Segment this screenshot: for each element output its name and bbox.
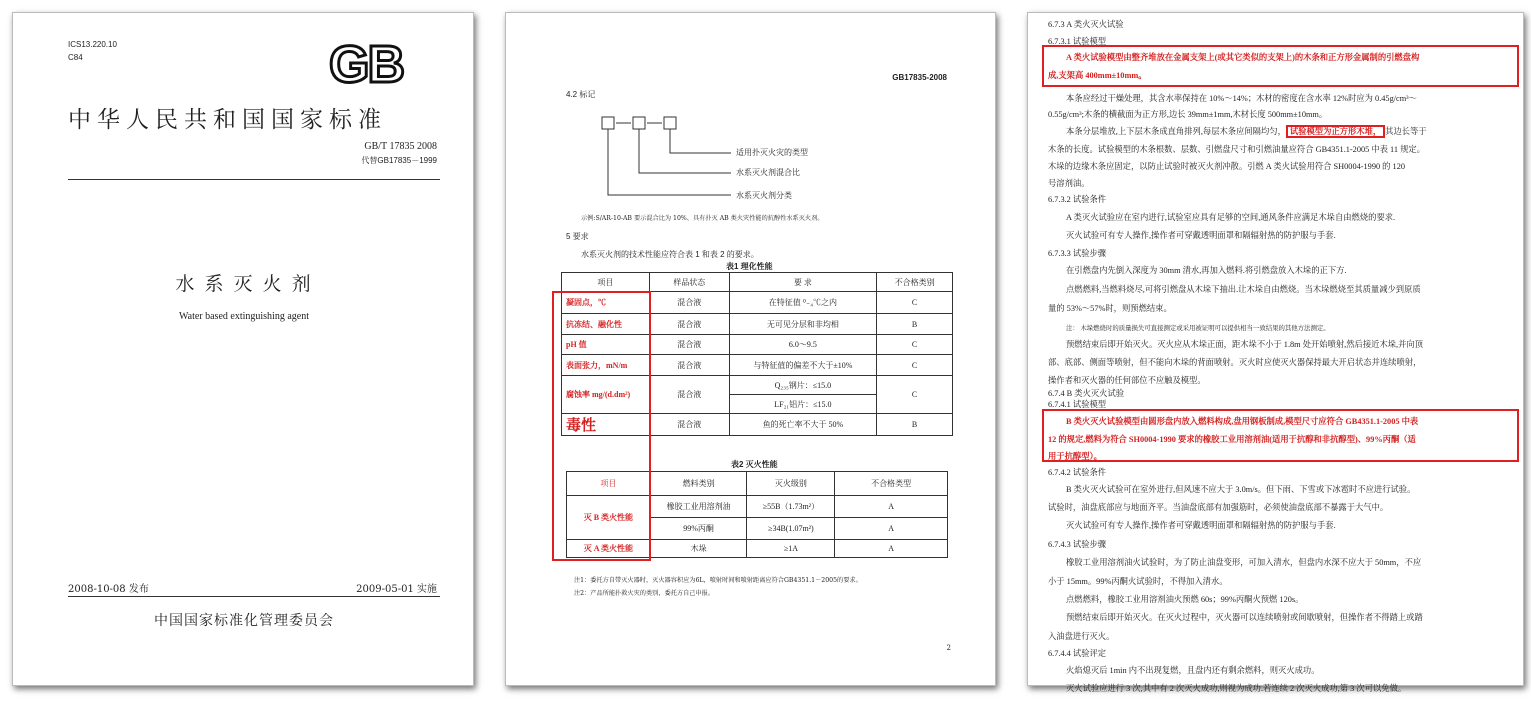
table1-header-row bbox=[562, 273, 953, 292]
page-number: 2 bbox=[946, 644, 951, 652]
mark-box-3 bbox=[664, 117, 676, 129]
row-fuel: 99%丙酮 bbox=[650, 518, 747, 540]
mark-label-ratio: 水系灭火剂混合比 bbox=[736, 168, 800, 177]
table2-header-cell: 燃料类别 bbox=[650, 472, 747, 496]
paragraph-line: A 类灭火试验应在室内进行,试验室应具有足够的空间,通风条件应满足木垛自由燃烧的要求. bbox=[1066, 213, 1396, 222]
row-fuel: 橡胶工业用溶剂油 bbox=[650, 496, 747, 518]
table1-header-cell: 要 求 bbox=[729, 273, 877, 292]
row-requirement: 鱼的死亡率不大于 50% bbox=[729, 414, 877, 436]
row-item: 腐蚀率 mg/(d.dm²) bbox=[562, 376, 650, 414]
paragraph-line: 6.7.4.1 试验模型 bbox=[1048, 400, 1107, 409]
replaces-note: 代替GB17835－1999 bbox=[361, 156, 437, 165]
paragraph-line: 量的 53%～57%时，则预燃结束。 bbox=[1048, 304, 1172, 313]
row-class: A bbox=[835, 540, 948, 558]
mark-box-1 bbox=[602, 117, 614, 129]
section-4-2: 4.2 标记 bbox=[566, 90, 596, 99]
standard-number: GB/T 17835 2008 bbox=[364, 141, 437, 152]
row-item: 凝固点，℃ bbox=[562, 292, 650, 314]
top-rule bbox=[68, 179, 440, 180]
national-standard-title: 中华人民共和国国家标准 bbox=[68, 107, 387, 133]
table1-header-cell: 样品状态 bbox=[649, 273, 729, 292]
row-requirement: 与特征值的偏差不大于±10% bbox=[729, 355, 877, 376]
table2-header-cell: 项目 bbox=[567, 472, 651, 496]
row-level: ≥1A bbox=[747, 540, 835, 558]
table1-header-cell: 不合格类别 bbox=[877, 273, 953, 292]
ics-code: ICS13.220.10 bbox=[68, 40, 117, 49]
requirement-text: 水系灭火剂的技术性能应符合表 1 和表 2 的要求。 bbox=[581, 250, 759, 259]
implementation-date: 2009-05-01 实施 bbox=[356, 584, 437, 595]
row-state: 混合液 bbox=[649, 355, 729, 376]
highlight-box-b-model bbox=[1042, 409, 1519, 462]
row-requirement: 在特征值 ⁰₋₄℃之内 bbox=[729, 292, 877, 314]
paragraph-line: B 类火灭火试验模型由圆形盘内放入燃料构成,盘用钢板制成,模型尺寸应符合 GB4351.1-2005 中表 bbox=[1066, 417, 1419, 426]
table2-caption: 表2 灭火性能 bbox=[731, 460, 778, 469]
row-item: 灭 B 类火性能 bbox=[567, 496, 651, 540]
table1-caption: 表1 理化性能 bbox=[726, 262, 773, 271]
document-title-cn: 水 系 灭 火 剂 bbox=[175, 273, 313, 295]
ccs-code: C84 bbox=[68, 53, 83, 62]
publish-date: 2008-10-08 发布 bbox=[68, 584, 149, 595]
paragraph-line: 点燃燃料，橡胶工业用溶剂油火预燃 60s；99%丙酮火预燃 120s。 bbox=[1066, 595, 1304, 604]
paragraph-line: 6.7.3.1 试验模型 bbox=[1048, 37, 1107, 46]
paragraph-line: 成,支架高 400mm±10mm。 bbox=[1048, 71, 1147, 80]
row-class: C bbox=[877, 376, 953, 414]
paragraph-line: 木条的长度。试验模型的木条根数、层数、引燃盘尺寸和引燃油量应符合 GB4351.1-2005 中表 11 规定。 bbox=[1048, 145, 1425, 154]
paragraph-line: 本条应经过干燥处理，其含水率保持在 10%～14%；木材的密度在含水率 12%时应为 0.45g/cm³～ bbox=[1066, 94, 1417, 103]
requirements-page bbox=[505, 12, 996, 686]
paragraph-line: 点燃燃料,当燃料烧尽,可将引燃盘从木垛下抽出.让木垛自由燃烧。当木垛燃烧至其质量减少到原质 bbox=[1066, 285, 1421, 294]
paragraph-line: 12 的规定,燃料为符合 SH0004-1990 要求的橡胶工业用溶剂油(适用于抗醇和非抗醇型)、99%丙酮（适 bbox=[1048, 435, 1416, 444]
paragraph-line: 灭火试验应进行 3 次,其中有 2 次灭火成功,则视为成功.若连续 2 次灭火成功,第 3 次可以免做。 bbox=[1066, 684, 1407, 693]
row-state: 混合液 bbox=[649, 314, 729, 335]
paragraph-line: 橡胶工业用溶剂油火试验时，为了防止油盘变形，可加入清水，但盘内水深不应大于 50mm，不应 bbox=[1066, 558, 1422, 567]
mark-box-2 bbox=[633, 117, 645, 129]
table2-header-cell: 灭火级别 bbox=[747, 472, 835, 496]
row-item: 表面张力，mN/m bbox=[562, 355, 650, 376]
paragraph-line: 在引燃盘内先倒入深度为 30mm 清水,再加入燃料.将引燃盘放入木垛的正下方. bbox=[1066, 266, 1347, 275]
row-state: 混合液 bbox=[649, 292, 729, 314]
row-class: C bbox=[877, 335, 953, 355]
table2-header-cell: 不合格类型 bbox=[835, 472, 948, 496]
row-fuel: 木垛 bbox=[650, 540, 747, 558]
marking-example: 示例:S/AR-10-AB 要示混合比为 10%、具有扑灭 AB 类火灾性能的抗醇性水系灭火剂。 bbox=[581, 215, 824, 222]
paragraph-line: 本条分层堆放,上下层木条成直角排列,每层木条应间隔均匀， 试验模型为正方形木堆， 其边长等于 bbox=[1066, 127, 1427, 136]
table1-header-cell: 项目 bbox=[562, 273, 650, 292]
row-requirement: 6.0～9.5 bbox=[729, 335, 877, 355]
table2-note-1: 注1：委托方自带灭火器时，灭火器容积应为6L，喷射时间和喷射距离应符合GB4351.1－2005的要求。 bbox=[574, 577, 862, 584]
row-item: 毒性 bbox=[562, 414, 650, 436]
row-state: 混合液 bbox=[649, 414, 729, 436]
paragraph-line: 入油盘进行灭火。 bbox=[1048, 632, 1115, 641]
paragraph-line: 小于 15mm。99%丙酮火试验时，不得加入清水。 bbox=[1048, 577, 1228, 586]
paragraph-line: 火焰熄灭后 1min 内不出现复燃，且盘内还有剩余燃料，则灭火成功。 bbox=[1066, 666, 1320, 675]
mark-label-type: 适用扑灭火灾的类型 bbox=[736, 148, 808, 157]
row-item: 抗冻结、融化性 bbox=[562, 314, 650, 335]
paragraph-line: 预燃结束后即开始灭火。灭火应从木垛正面，距木垛不小于 1.8m 处开始喷射,然后接近木垛,并向顶 bbox=[1066, 340, 1424, 349]
row-class: C bbox=[877, 355, 953, 376]
line-continuation: 其边长等于 bbox=[1385, 127, 1427, 136]
paragraph-line: 部、底部、侧面等喷射，但不能向木垛的背面喷射。灭火时应使灭火器保持最大开启状态并连续喷射， bbox=[1048, 358, 1422, 367]
gb-logo: GB bbox=[329, 36, 403, 94]
row-level: ≥55B（1.73m²） bbox=[747, 496, 835, 518]
paragraph-line: 注： 木垛燃烧时的质量损失可直接测定或采用被证明可以提供相当一致结果的其他方法测定。 bbox=[1066, 325, 1330, 332]
row-requirement: Q₂₃₅钢片：≤15.0 bbox=[729, 376, 877, 395]
paragraph-line: 0.55g/cm³;木条的横截面为正方形,边长 39mm±1mm,木材长度 500mm±10mm。 bbox=[1048, 110, 1328, 119]
paragraph-line: B 类火灭火试验可在室外进行,但风速不应大于 3.0m/s。但下雨、下雪或下冰雹时不应进行试验。 bbox=[1066, 485, 1416, 494]
paragraph-line: 6.7.3 A 类火灭火试验 bbox=[1048, 20, 1124, 29]
paragraph-line: 用于抗醇型）。 bbox=[1048, 452, 1102, 461]
bottom-rule bbox=[68, 596, 440, 597]
paragraph-line: 6.7.4.4 试验评定 bbox=[1048, 649, 1107, 658]
table2-note-2: 注2：产品所能扑救火灾的类别，委托方自己申报。 bbox=[574, 590, 715, 597]
paragraph-line: 6.7.3.2 试验条件 bbox=[1048, 195, 1107, 204]
highlighted-phrase: 试验模型为正方形木堆， bbox=[1286, 125, 1385, 138]
paragraph-line: A 类火试验模型由整齐堆放在金属支架上(或其它类似的支架上)的木条和正方形金属制的引燃盘构 bbox=[1066, 53, 1420, 62]
issuer: 中国国家标准化管理委员会 bbox=[154, 613, 334, 629]
page-header: GB17835-2008 bbox=[892, 73, 947, 82]
paragraph-line: 操作者和灭火器的任何部位不应触及模型。 bbox=[1048, 376, 1206, 385]
paragraph-line: 6.7.4.2 试验条件 bbox=[1048, 468, 1107, 477]
test-method-page bbox=[1027, 12, 1524, 693]
paragraph-line: 灭火试验可有专人操作,操作者可穿戴透明面罩和隔辐射热的防护服与手套. bbox=[1066, 521, 1336, 530]
row-requirement: LF₂₁铝片：≤15.0 bbox=[729, 395, 877, 414]
paragraph-line: 6.7.4.3 试验步骤 bbox=[1048, 540, 1107, 549]
row-state: 混合液 bbox=[649, 335, 729, 355]
document-title-en: Water based extinguishing agent bbox=[179, 311, 309, 322]
paragraph-line: 6.7.4 B 类火灭火试验 bbox=[1048, 389, 1125, 398]
row-item: pH 值 bbox=[562, 335, 650, 355]
highlight-box-items bbox=[552, 291, 651, 561]
highlight-box-a-model bbox=[1042, 45, 1519, 87]
row-class: A bbox=[835, 518, 948, 540]
mark-label-class: 水系灭火剂分类 bbox=[736, 191, 792, 200]
paragraph-line: 灭火试验可有专人操作,操作者可穿戴透明面罩和隔辐射热的防护服与手套. bbox=[1066, 231, 1336, 240]
row-item: 灭 A 类火性能 bbox=[567, 540, 651, 558]
paragraph-line: 预燃结束后即开始灭火。在灭火过程中，灭火器可以连续喷射或间歇喷射，但操作者不得踏上或踏 bbox=[1066, 613, 1423, 622]
row-class: B bbox=[877, 414, 953, 436]
section-5: 5 要求 bbox=[566, 232, 589, 241]
cover-page bbox=[12, 12, 474, 686]
paragraph-line: 号溶剂油。 bbox=[1048, 179, 1090, 188]
row-level: ≥34B(1.07m²) bbox=[747, 518, 835, 540]
row-class: C bbox=[877, 292, 953, 314]
paragraph-line: 木垛的边缘木条应固定，以防止试验时被灭火剂冲散。引燃 A 类火试验用符合 SH0004-1990 的 120 bbox=[1048, 162, 1406, 171]
row-class: B bbox=[877, 314, 953, 335]
row-requirement: 无可见分层和非均相 bbox=[729, 314, 877, 335]
row-class: A bbox=[835, 496, 948, 518]
paragraph-line: 6.7.3.3 试验步骤 bbox=[1048, 249, 1107, 258]
paragraph-line: 试验时，油盘底部应与地面齐平。当油盘底部有加强筋时，必须使油盘底部不暴露于大气中。 bbox=[1048, 503, 1389, 512]
row-state: 混合液 bbox=[649, 376, 729, 414]
